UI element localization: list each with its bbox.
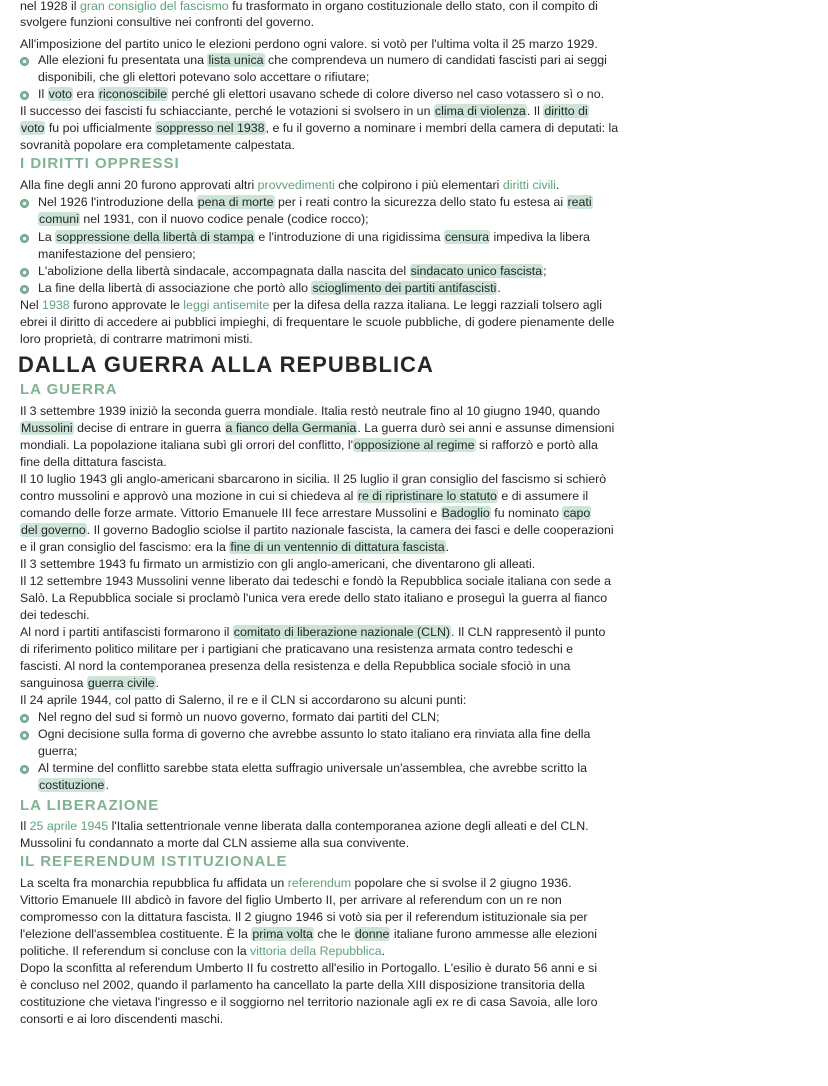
text: . Il [526,104,544,118]
text: . [555,178,560,192]
paragraph-line: fine della dittatura fascista. [20,455,167,469]
highlight: comitato di liberazione nazionale (CLN) [233,625,451,639]
section-heading-referendum: IL REFERENDUM ISTITUZIONALE [20,853,288,870]
text: per la difesa della razza italiana. Le leggi razziali tolsero agli [269,298,603,312]
text: si rafforzò e portò alla [475,438,598,452]
text: La scelta fra monarchia repubblica fu affidata un [20,876,288,890]
text: Il [38,87,48,101]
text: La fine della libertà di associazione che portò allo [38,281,312,295]
text: che colpirono i più elementari [334,178,503,192]
highlight: sindacato unico fascista [410,264,543,278]
paragraph-line: Il 3 settembre 1943 fu firmato un armistizio con gli anglo-americani, che diventarono gli alleati. [20,557,536,571]
paragraph-line: Vittorio Emanuele III abdicò in favore del figlio Umberto II, per arrivare al referendum con un re non [20,893,562,907]
section-heading-guerra: LA GUERRA [20,381,118,398]
highlight: riconoscibile [98,87,168,101]
text: politiche. Il referendum si concluse con la [20,944,251,958]
text: , e fu il governo a nominare i membri della camera di deputati: la [265,121,619,135]
bullet-dot-icon [20,268,29,277]
highlight: voto [21,121,45,135]
text: Il successo dei fascisti fu schiacciante, perché le votazioni si svolsero in un [20,104,434,118]
paragraph-line [20,437,815,454]
paragraph-line: svolgere funzioni consultive nei confronti del governo. [20,15,315,29]
paragraph-line: Il 12 settembre 1943 Mussolini venne liberato dai tedeschi e fondò la Repubblica sociale italiana con sede a [20,574,611,588]
paragraph-line: Salò. La Repubblica sociale si proclamò l'unica vera erede dello stato italiano e proseguì la guerra al fianco [20,591,608,605]
bullet-line: Al termine del conflitto sarebbe stata eletta suffragio universale un'assemblea, che avrebbe scritto la [38,761,588,775]
text: perché gli elettori usavano schede di colore diverso nel caso votassero sì o no. [168,87,605,101]
paragraph-line [20,818,815,835]
highlight: soppresso nel 1938 [156,121,265,135]
green-term: provvedimenti [257,178,335,192]
green-term: diritti civili [502,178,556,192]
paragraph-line [20,177,815,194]
text: fu trasformato in organo costituzionale dello stato, con il compito di [228,0,598,13]
paragraph-line: costituzione che vietava l'ingresso e il soggiorno nel territorio nazionale agli ex re di casa Savoia, alle loro [20,995,598,1009]
bullet-line [38,229,813,246]
bullet-dot-icon [20,731,29,740]
text: nel 1928 il [20,0,80,13]
bullet-line [38,86,813,103]
text: Nel 1926 l'introduzione della [38,195,197,209]
highlight: Badoglio [441,506,490,520]
text: che le [313,927,354,941]
text: Il [20,819,30,833]
paragraph-line [20,0,815,15]
paragraph-line [20,926,815,943]
paragraph-line [20,875,815,892]
paragraph-line: dei tedeschi. [20,608,90,622]
text: comando delle forze armate. Vittorio Emanuele III fece arrestare Mussolini e [20,506,441,520]
paragraph-line [20,120,815,137]
paragraph-line: All'imposizione del partito unico le elezioni perdono ogni valore. si votò per l'ultima volta il 25 marzo 1929. [20,37,598,51]
bullet-line: guerra; [38,744,78,758]
text: . [381,944,386,958]
bullet-line [38,263,813,280]
green-term: leggi antisemite [183,298,270,312]
text: e di assumere il [497,489,589,503]
highlight: soppressione della libertà di stampa [56,230,254,244]
section-heading-diritti: I DIRITTI OPPRESSI [20,155,180,172]
text: e il gran consiglio del fascismo: era la [20,540,230,554]
text: . [105,778,109,792]
text: sanguinosa [20,676,87,690]
paragraph-line [20,505,815,522]
paragraph-line [20,488,815,505]
main-heading-text: DALLA GUERRA ALLA REPUBBLICA [18,352,434,377]
text: ; [543,264,547,278]
text: . Il governo Badoglio sciolse il partito nazionale fascista, la camera dei fasci e delle cooperazioni [86,523,614,537]
text: l'elezione dell'assemblea costituente. È la [20,927,252,941]
paragraph-line [20,624,815,641]
highlight: re di ripristinare lo statuto [357,489,497,503]
text: . [445,540,450,554]
text: fu nominato [490,506,563,520]
bullet-dot-icon [20,234,29,243]
highlight: pena di morte [197,195,274,209]
highlight: prima volta [252,927,313,941]
text: nel 1931, con il nuovo codice penale (codice rocco); [79,212,369,226]
paragraph-line [20,522,815,539]
highlight: clima di violenza [434,104,526,118]
text: Nel [20,298,43,312]
highlight: capo [563,506,591,520]
highlight: reati [567,195,592,209]
text: . [155,676,160,690]
paragraph-line: di riferimento politico militare per i partigiani che praticavano una resistenza armata contro tedeschi e [20,642,574,656]
section-heading-liberazione: LA LIBERAZIONE [20,797,160,814]
bullet-line [38,280,813,297]
highlight: a fianco della Germania [225,421,357,435]
bullet-line: Ogni decisione sulla forma di governo che avrebbe assunto lo stato italiano era rinviata alla fine della [38,727,591,741]
paragraph-line [20,539,815,556]
paragraph-line: Il 10 luglio 1943 gli anglo-americani sbarcarono in sicilia. Il 25 luglio il gran consiglio del fascismo si schierò [20,472,607,486]
text: l'Italia settentrionale venne liberata dalla contemporanea azione degli alleati e del CLN. [108,819,589,833]
green-term: 25 aprile 1945 [29,819,109,833]
bullet-dot-icon [20,91,29,100]
highlight: diritto di [544,104,588,118]
bullet-line [38,777,813,794]
text: per i reati contro la sicurezza dello stato fu estesa ai [274,195,567,209]
bullet-dot-icon [20,714,29,723]
highlight: fine di un ventennio di dittatura fascista [230,540,445,554]
highlight: voto [48,87,73,101]
highlight: costituzione [39,778,105,792]
paragraph-line: Il 24 aprile 1944, col patto di Salerno, il re e il CLN si accordarono su alcuni punti: [20,693,467,707]
bullet-line [38,211,813,228]
text: contro mussolini e approvò una mozione in cui si chiedeva al [20,489,357,503]
highlight: opposizione al regime [353,438,475,452]
bullet-dot-icon [20,765,29,774]
paragraph-line: consorti e ai loro discendenti maschi. [20,1012,224,1026]
text: . La guerra durò sei anni e assunse dimensioni [357,421,615,435]
highlight: censura [444,230,490,244]
highlight: donne [354,927,390,941]
text: Alle elezioni fu presentata una [38,53,208,67]
text: Al nord i partiti antifascisti formarono il [20,625,233,639]
highlight: del governo [21,523,86,537]
bullet-line [38,194,813,211]
highlight: guerra civile [87,676,155,690]
paragraph-line [20,675,815,692]
bullet-line: manifestazione del pensiero; [38,247,196,261]
text: e l'introduzione di una rigidissima [254,230,444,244]
paragraph-line: ebrei il diritto di accedere ai pubblici impieghi, di frequentare le scuole pubbliche, di godere pienamente delle [20,315,615,329]
main-heading [18,352,434,378]
paragraph-line: Il 3 settembre 1939 iniziò la seconda guerra mondiale. Italia restò neutrale fino al 10 giugno 1940, quando [20,404,600,418]
paragraph-line: fascisti. Al nord la contemporanea presenza della resistenza e della Repubblica sociale sfociò in una [20,659,571,673]
paragraph-line: Dopo la sconfitta al referendum Umberto II fu costretto all'esilio in Portogallo. L'esilio è durato 56 anni e si [20,961,598,975]
text: che comprendeva un numero di candidati fascisti pari ai seggi [264,53,607,67]
text: era [73,87,98,101]
text: impediva la libera [490,230,590,244]
text: Alla fine degli anni 20 furono approvati altri [20,178,258,192]
highlight: scioglimento dei partiti antifascisti [312,281,497,295]
paragraph-line: compromesso con la dittatura fascista. Il 2 giugno 1946 si votò sia per il referendum istituzionale sia per [20,910,588,924]
text: decise di entrare in guerra [73,421,225,435]
text: fu poi ufficialmente [45,121,156,135]
text: mondiali. La popolazione italiana subì gli orrori del conflitto, l' [20,438,353,452]
text: La [38,230,56,244]
text: popolare che si svolse il 2 giugno 1936. [351,876,572,890]
highlight: comuni [39,212,79,226]
bullet-dot-icon [20,57,29,66]
text: L'abolizione della libertà sindacale, accompagnata dalla nascita del [38,264,410,278]
bullet-dot-icon [20,285,29,294]
highlight: Mussolini [21,421,73,435]
green-term: 1938 [42,298,70,312]
green-term: gran consiglio del fascismo [79,0,229,13]
paragraph-line: Mussolini fu condannato a morte dal CLN assieme alla sua convivente. [20,836,410,850]
green-term: referendum [287,876,352,890]
paragraph-line [20,943,815,960]
text: italiane furono ammesse alle elezioni [390,927,597,941]
paragraph-line: loro proprietà, di contrarre matrimoni misti. [20,332,253,346]
paragraph-line [20,420,815,437]
paragraph-line: è concluso nel 2002, quando il parlamento ha cancellato la parte della XIII disposizione transitoria della [20,978,585,992]
paragraph-line [20,297,815,314]
bullet-line [38,52,813,69]
highlight: lista unica [208,53,264,67]
bullet-line: Nel regno del sud si formò un nuovo governo, formato dai partiti del CLN; [38,710,440,724]
paragraph-line [20,103,815,120]
bullet-dot-icon [20,199,29,208]
text: . Il CLN rappresentò il punto [451,625,606,639]
green-term: vittoria della Repubblica [250,944,382,958]
text: furono approvate le [69,298,184,312]
text: . [497,281,501,295]
paragraph-line: sovranità popolare era completamente calpestata. [20,138,295,152]
bullet-line: disponibili, che gli elettori potevano solo accettare o rifiutare; [38,70,370,84]
